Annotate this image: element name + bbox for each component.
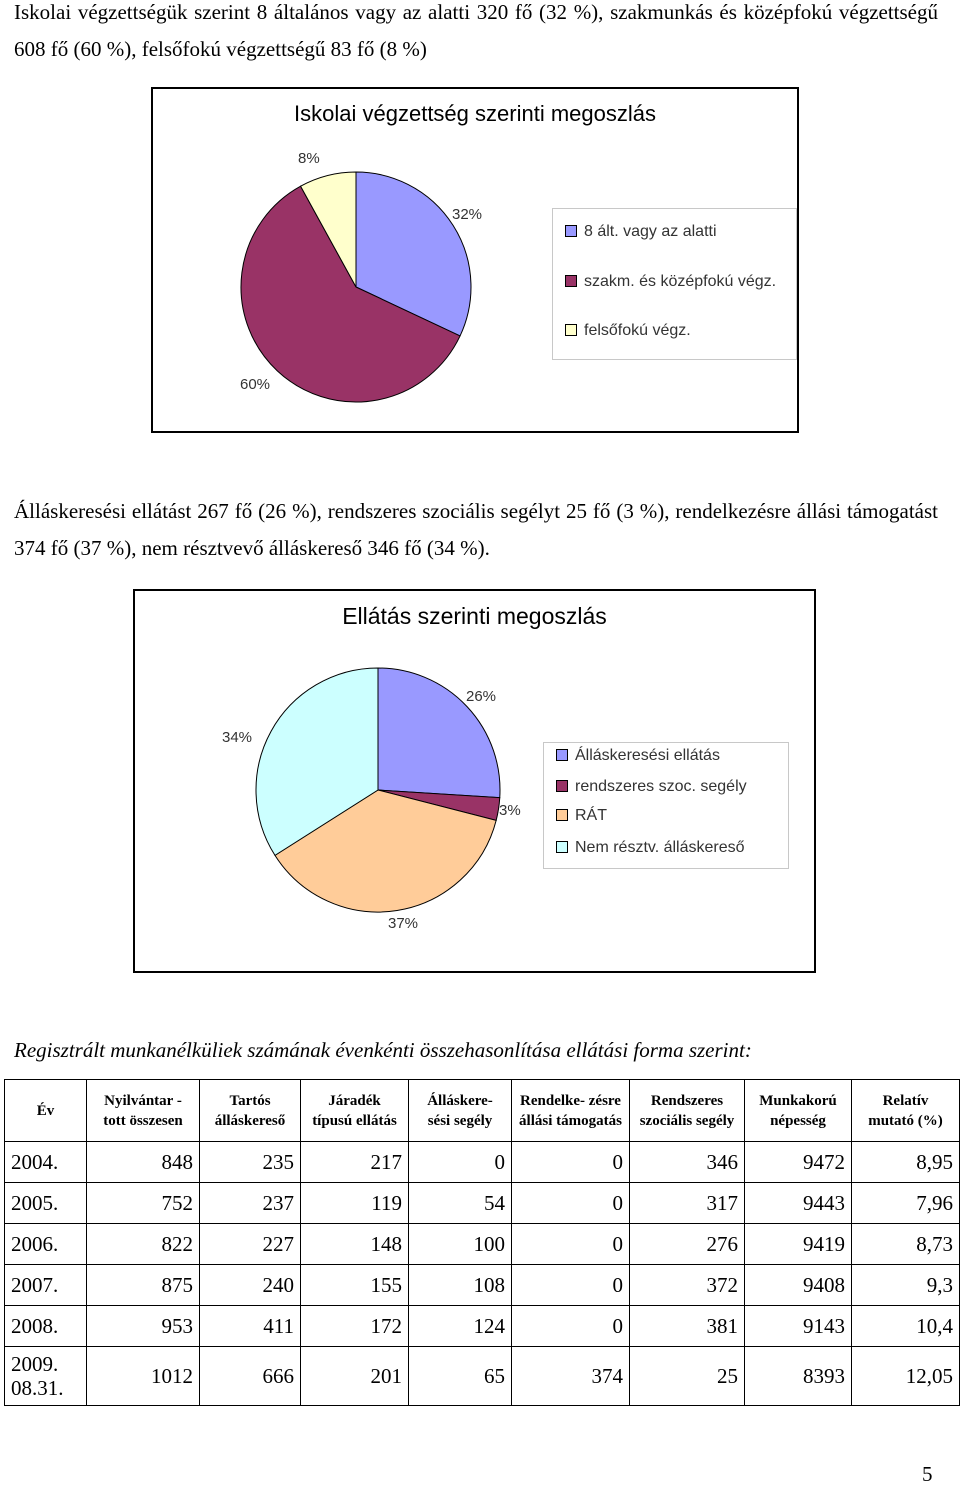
table-row (5, 1142, 960, 1183)
table-cell: 875 (87, 1265, 200, 1306)
legend-swatch (565, 324, 577, 336)
legend-swatch (556, 841, 568, 853)
legend-item (556, 839, 745, 857)
slice-label-szoc-segely: 3% (499, 802, 521, 819)
column-header: Relatív mutató (%) (852, 1080, 960, 1142)
table-cell: 7,96 (852, 1183, 960, 1224)
table-cell: 0 (512, 1183, 630, 1224)
slice-label-rat: 37% (388, 915, 419, 932)
table-row (5, 1183, 960, 1224)
table-cell: 8393 (745, 1347, 852, 1406)
table-row (5, 1224, 960, 1265)
table-cell: 752 (87, 1183, 200, 1224)
table-cell: 374 (512, 1347, 630, 1406)
legend-item (565, 322, 691, 340)
chart-title: Ellátás szerinti megoszlás (342, 603, 607, 629)
table-row (5, 1347, 960, 1406)
legend-label: felsőfokú végz. (584, 322, 691, 339)
legend-item (556, 807, 607, 825)
legend-swatch (556, 780, 568, 792)
slice-label-szakm: 60% (240, 376, 271, 393)
legend-swatch (556, 809, 568, 821)
slice-label-felsofoku: 8% (298, 150, 320, 167)
chart-legend (552, 208, 797, 360)
table-cell: 201 (301, 1347, 409, 1406)
table-cell: 10,4 (852, 1306, 960, 1347)
table-cell: 0 (512, 1142, 630, 1183)
table-cell: 217 (301, 1142, 409, 1183)
legend-swatch (565, 225, 577, 237)
table-cell: 100 (409, 1224, 512, 1265)
table-cell: 9,3 (852, 1265, 960, 1306)
table-cell: 346 (630, 1142, 745, 1183)
table-cell: 372 (630, 1265, 745, 1306)
table-cell: 119 (301, 1183, 409, 1224)
benefit-pie-chart (133, 589, 816, 973)
table-cell: 237 (200, 1183, 301, 1224)
intro-paragraph: Iskolai végzettségük szerint 8 általános vagy az alatti 320 fő (32 %), szakmunkás és középfokú végzettségű 608 fő (60 %), felsőfokú végzettségű 83 fő (8 %) (14, 0, 938, 61)
table-cell: 276 (630, 1224, 745, 1265)
table-cell: 9419 (745, 1224, 852, 1265)
table-cell: 953 (87, 1306, 200, 1347)
table-cell: 1012 (87, 1347, 200, 1406)
table-cell: 2004. (5, 1142, 87, 1183)
table-cell: 12,05 (852, 1347, 960, 1406)
table-cell: 227 (200, 1224, 301, 1265)
column-header: Rendelke- zésre állási támogatás (512, 1080, 630, 1142)
table-cell: 240 (200, 1265, 301, 1306)
legend-label: rendszeres szoc. segély (575, 778, 747, 795)
legend-swatch (556, 749, 568, 761)
middle-paragraph: Álláskeresési ellátást 267 fő (26 %), rendszeres szociális segélyt 25 fő (3 %), rendelkezésre állási támogatást 374 fő (37 %), nem résztvevő álláskereső 346 fő (34 %). (14, 499, 938, 560)
column-header: Munkakorú népesség (745, 1080, 852, 1142)
column-header: Álláskere- sési segély (409, 1080, 512, 1142)
table-cell: 148 (301, 1224, 409, 1265)
legend-item (565, 273, 776, 291)
table-cell: 0 (512, 1306, 630, 1347)
table-cell: 25 (630, 1347, 745, 1406)
slice-label-8alt: 32% (452, 206, 483, 223)
page-number: 5 (922, 1462, 933, 1486)
legend-item (565, 223, 717, 241)
column-header: Év (5, 1080, 87, 1142)
table-cell: 2007. (5, 1265, 87, 1306)
table-cell: 8,73 (852, 1224, 960, 1265)
table-header-row (5, 1080, 960, 1142)
legend-item (556, 747, 720, 765)
table-cell: 9143 (745, 1306, 852, 1347)
table-cell: 235 (200, 1142, 301, 1183)
legend-label: szakm. és középfokú végz. (584, 273, 777, 290)
table-cell: 2005. (5, 1183, 87, 1224)
table-cell: 65 (409, 1347, 512, 1406)
slice-label-nem-resztv: 34% (222, 729, 253, 746)
unemployment-table (4, 1079, 960, 1406)
table-cell: 0 (512, 1265, 630, 1306)
table-cell: 0 (512, 1224, 630, 1265)
table-cell: 666 (200, 1347, 301, 1406)
table-cell: 108 (409, 1265, 512, 1306)
table-cell: 172 (301, 1306, 409, 1347)
column-header: Nyilvántar -tott összesen (87, 1080, 200, 1142)
legend-label: Álláskeresési ellátás (575, 747, 720, 764)
table-cell: 381 (630, 1306, 745, 1347)
table-cell: 2008. (5, 1306, 87, 1347)
legend-swatch (565, 275, 577, 287)
chart-title: Iskolai végzettség szerinti megoszlás (294, 101, 656, 126)
table-cell: 8,95 (852, 1142, 960, 1183)
legend-item (556, 778, 747, 796)
table-cell: 0 (409, 1142, 512, 1183)
slice-label-allaskeresesi: 26% (466, 688, 497, 705)
table-row (5, 1306, 960, 1347)
table-cell: 124 (409, 1306, 512, 1347)
legend-label: RÁT (575, 807, 607, 824)
legend-label: Nem résztv. álláskereső (575, 839, 745, 856)
chart-legend (543, 742, 789, 869)
table-cell: 155 (301, 1265, 409, 1306)
table-cell: 822 (87, 1224, 200, 1265)
table-cell: 317 (630, 1183, 745, 1224)
table-cell: 9472 (745, 1142, 852, 1183)
column-header: Járadék típusú ellátás (301, 1080, 409, 1142)
table-cell: 54 (409, 1183, 512, 1224)
table-cell: 411 (200, 1306, 301, 1347)
column-header: Tartós álláskereső (200, 1080, 301, 1142)
table-heading: Regisztrált munkanélküliek számának évenkénti összehasonlítása ellátási forma szerint: (14, 1038, 752, 1062)
education-pie-chart (151, 87, 799, 433)
table-cell: 9443 (745, 1183, 852, 1224)
legend-label: 8 ált. vagy az alatti (584, 223, 717, 240)
table-cell: 9408 (745, 1265, 852, 1306)
table-cell: 2009. 08.31. (5, 1347, 87, 1406)
table-cell: 848 (87, 1142, 200, 1183)
table-row (5, 1265, 960, 1306)
table-cell: 2006. (5, 1224, 87, 1265)
column-header: Rendszeres szociális segély (630, 1080, 745, 1142)
